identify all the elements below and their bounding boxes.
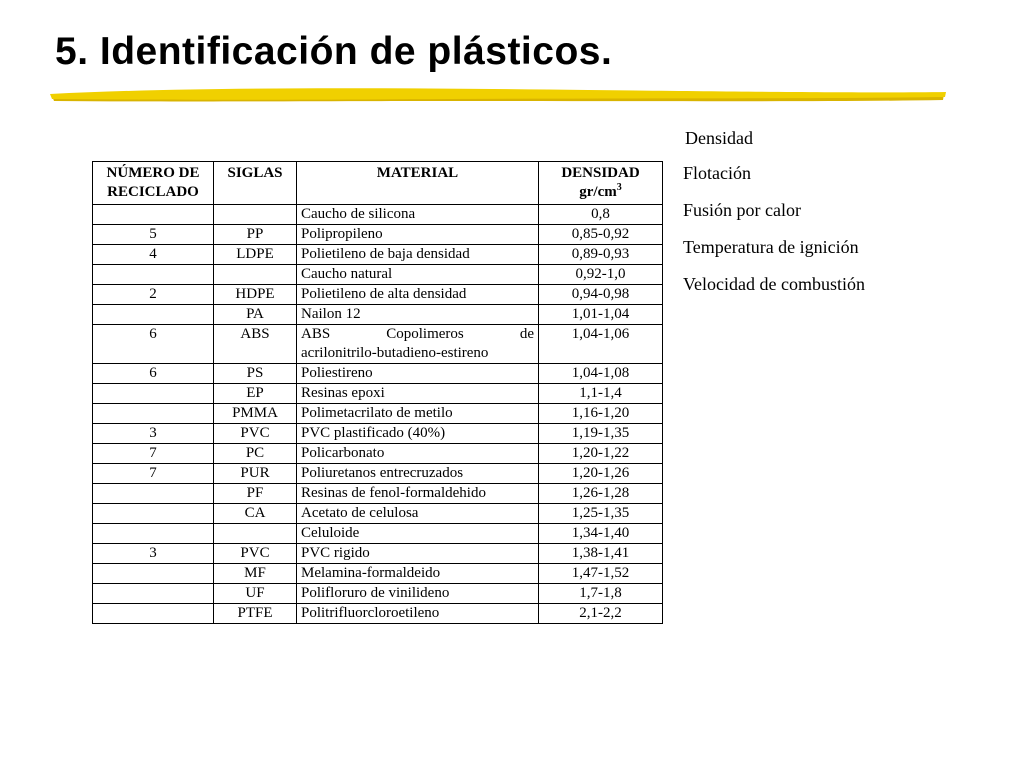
cell-numero: 2 — [93, 285, 214, 305]
header-densidad-label: DENSIDAD gr/cm — [561, 165, 640, 200]
cell-material: Melamina-formaldeido — [297, 564, 539, 584]
cell-material: Resinas epoxi — [297, 384, 539, 404]
cell-material: Resinas de fenol-formaldehido — [297, 484, 539, 504]
cell-densidad: 0,94-0,98 — [539, 285, 663, 305]
header-densidad — [539, 162, 663, 205]
cell-siglas: LDPE — [214, 245, 297, 265]
cell-material: Polimetacrilato de metilo — [297, 404, 539, 424]
cell-densidad: 0,89-0,93 — [539, 245, 663, 265]
material-line: ABS Copolimeros de — [301, 326, 534, 342]
cell-material: Policarbonato — [297, 444, 539, 464]
cell-numero — [93, 524, 214, 544]
cell-siglas: PC — [214, 444, 297, 464]
cell-siglas: HDPE — [214, 285, 297, 305]
cell-siglas — [214, 205, 297, 225]
cell-numero: 4 — [93, 245, 214, 265]
table-row — [93, 464, 663, 484]
cell-siglas: PF — [214, 484, 297, 504]
cell-material: Poliestireno — [297, 364, 539, 384]
cell-siglas: PMMA — [214, 404, 297, 424]
cell-numero: 5 — [93, 225, 214, 245]
table-row — [93, 424, 663, 444]
cell-material: PVC rigido — [297, 544, 539, 564]
slide-title: 5. Identificación de plásticos. — [55, 30, 613, 73]
plastics-density-table — [92, 161, 663, 624]
cell-numero: 6 — [93, 325, 214, 364]
cell-siglas: PVC — [214, 544, 297, 564]
underline-brush — [50, 88, 946, 100]
cell-numero: 3 — [93, 424, 214, 444]
cell-densidad: 1,38-1,41 — [539, 544, 663, 564]
header-material: MATERIAL — [297, 162, 539, 205]
cell-densidad: 0,92-1,0 — [539, 265, 663, 285]
side-heading: Densidad — [685, 128, 753, 148]
table-row — [93, 285, 663, 305]
table-row — [93, 584, 663, 604]
cell-material: Polifloruro de vinilideno — [297, 584, 539, 604]
table-row — [93, 325, 663, 364]
table-row — [93, 544, 663, 564]
table-row — [93, 205, 663, 225]
cell-material: Acetato de celulosa — [297, 504, 539, 524]
cell-numero — [93, 504, 214, 524]
cell-densidad: 1,20-1,26 — [539, 464, 663, 484]
cell-densidad: 1,19-1,35 — [539, 424, 663, 444]
cell-material: Caucho de silicona — [297, 205, 539, 225]
list-item: Fusión por calor — [683, 200, 801, 220]
cell-material: Polipropileno — [297, 225, 539, 245]
table-row — [93, 305, 663, 325]
table-row — [93, 484, 663, 504]
table-row — [93, 364, 663, 384]
cell-siglas: PS — [214, 364, 297, 384]
cell-numero — [93, 584, 214, 604]
cell-material: Polietileno de baja densidad — [297, 245, 539, 265]
cell-densidad: 1,7-1,8 — [539, 584, 663, 604]
table-row — [93, 604, 663, 624]
cell-densidad: 1,01-1,04 — [539, 305, 663, 325]
cell-siglas: PTFE — [214, 604, 297, 624]
table-row — [93, 444, 663, 464]
cell-material: Nailon 12 — [297, 305, 539, 325]
cell-densidad: 1,16-1,20 — [539, 404, 663, 424]
cell-numero: 6 — [93, 364, 214, 384]
cell-siglas: PUR — [214, 464, 297, 484]
cell-numero: 3 — [93, 544, 214, 564]
header-siglas: SIGLAS — [214, 162, 297, 205]
cell-siglas — [214, 265, 297, 285]
cell-densidad: 1,04-1,06 — [539, 325, 663, 364]
table-row — [93, 245, 663, 265]
table-row — [93, 504, 663, 524]
cell-material — [297, 325, 539, 364]
cell-numero: 7 — [93, 444, 214, 464]
cell-material: Polietileno de alta densidad — [297, 285, 539, 305]
cell-siglas — [214, 524, 297, 544]
cell-material: Caucho natural — [297, 265, 539, 285]
cell-numero — [93, 604, 214, 624]
header-densidad-sup: 3 — [616, 182, 622, 193]
cell-material: PVC plastificado (40%) — [297, 424, 539, 444]
cell-numero — [93, 564, 214, 584]
table-row — [93, 524, 663, 544]
list-item: Velocidad de combustión — [683, 274, 865, 294]
cell-densidad: 1,1-1,4 — [539, 384, 663, 404]
cell-material: Celuloide — [297, 524, 539, 544]
cell-numero — [93, 484, 214, 504]
cell-siglas: EP — [214, 384, 297, 404]
cell-siglas: PP — [214, 225, 297, 245]
list-item: Flotación — [683, 163, 751, 183]
table-row — [93, 225, 663, 245]
title-underline — [48, 82, 948, 108]
cell-numero — [93, 404, 214, 424]
material-line: acrilonitrilo-butadieno-estireno — [301, 345, 489, 361]
cell-siglas: CA — [214, 504, 297, 524]
cell-densidad: 2,1-2,2 — [539, 604, 663, 624]
cell-numero — [93, 305, 214, 325]
identification-methods-list — [683, 162, 865, 310]
cell-numero: 7 — [93, 464, 214, 484]
cell-siglas: PA — [214, 305, 297, 325]
cell-densidad: 1,47-1,52 — [539, 564, 663, 584]
cell-numero — [93, 265, 214, 285]
cell-densidad: 1,25-1,35 — [539, 504, 663, 524]
cell-siglas: MF — [214, 564, 297, 584]
cell-densidad: 1,04-1,08 — [539, 364, 663, 384]
table-header-row — [93, 162, 663, 205]
cell-material: Poliuretanos entrecruzados — [297, 464, 539, 484]
table-row — [93, 384, 663, 404]
header-numero: NÚMERO DE RECICLADO — [93, 162, 214, 205]
table-row — [93, 265, 663, 285]
cell-numero — [93, 205, 214, 225]
cell-siglas: ABS — [214, 325, 297, 364]
cell-densidad: 1,20-1,22 — [539, 444, 663, 464]
table-body — [93, 205, 663, 624]
cell-siglas: PVC — [214, 424, 297, 444]
cell-siglas: UF — [214, 584, 297, 604]
cell-densidad: 1,26-1,28 — [539, 484, 663, 504]
cell-densidad: 0,8 — [539, 205, 663, 225]
cell-densidad: 0,85-0,92 — [539, 225, 663, 245]
cell-material: Politrifluorcloroetileno — [297, 604, 539, 624]
cell-numero — [93, 384, 214, 404]
table-row — [93, 404, 663, 424]
table-row — [93, 564, 663, 584]
list-item: Temperatura de ignición — [683, 237, 859, 257]
cell-densidad: 1,34-1,40 — [539, 524, 663, 544]
